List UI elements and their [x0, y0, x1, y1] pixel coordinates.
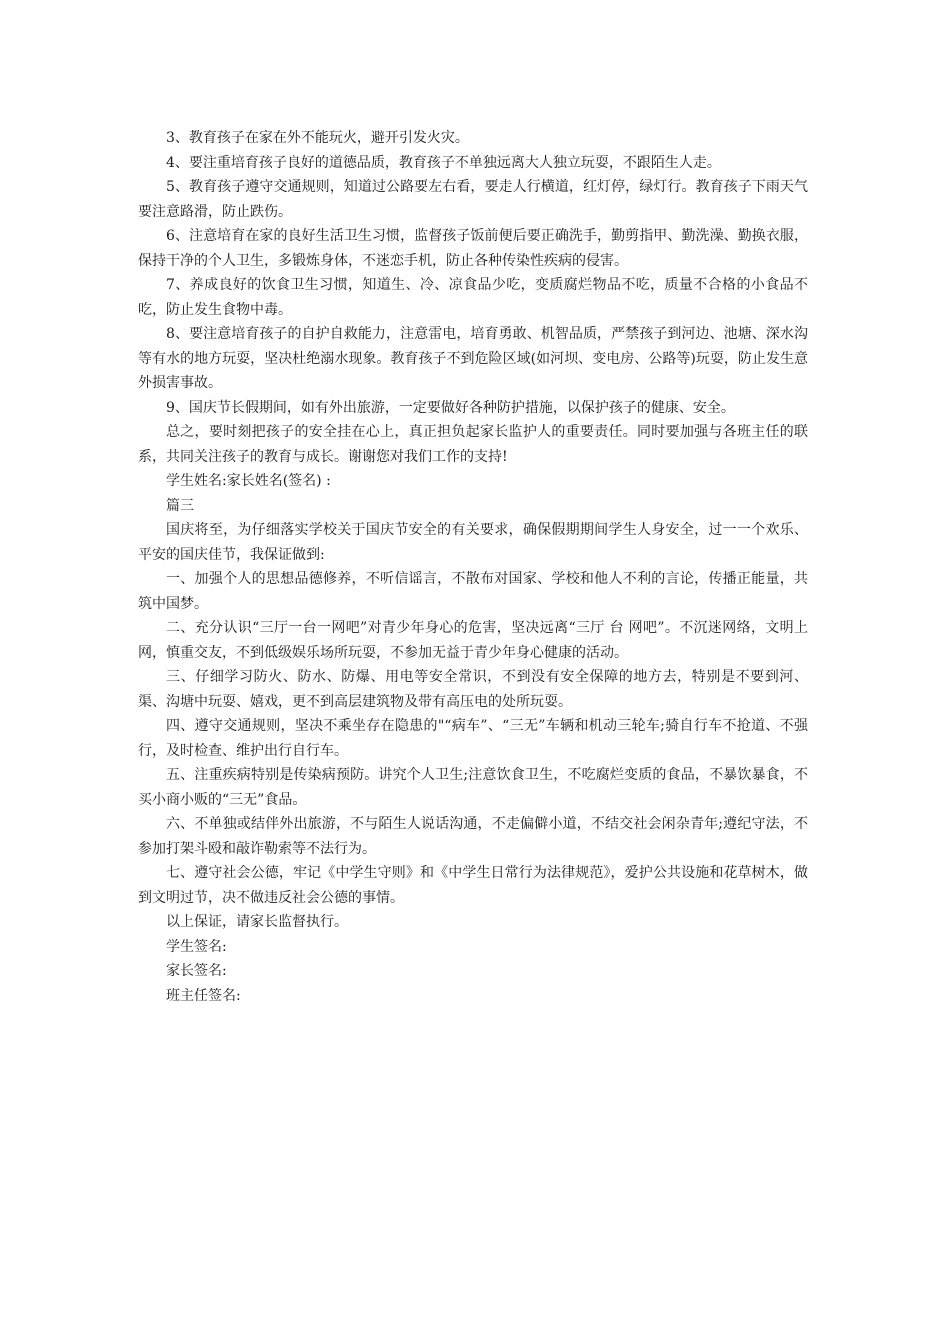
signature-line-names: 学生姓名:家长姓名(签名) : [166, 473, 331, 489]
paragraph-item-7: 7、养成良好的饮食卫生习惯，知道生、冷、凉食品少吃，变质腐烂物品不吃，质量不合格的小食品不吃，防止发生食物中毒。 [138, 277, 808, 318]
paragraph-item-4: 4、要注重培育孩子良好的道德品质，教育孩子不单独远离大人独立玩耍，不跟陌生人走。 [166, 154, 721, 171]
paragraph-item-5: 5、教育孩子遵守交通规则，知道过公路要左右看，要走人行横道，红灯停，绿灯行。教育孩子下雨天气要注意路滑，防止跌伤。 [138, 179, 808, 220]
pledge-item-6: 六、不单独或结伴外出旅游，不与陌生人说话沟通，不走偏僻小道，不结交社会闲杂青年;遵纪守法，不参加打架斗殴和敲诈勒索等不法行为。 [138, 816, 808, 857]
pledge-item-3: 三、仔细学习防火、防水、防爆、用电等安全常识，不到没有安全保障的地方去，特别是不要到河、渠、沟塘中玩耍、嬉戏，更不到高层建筑物及带有高压电的处所玩耍。 [138, 669, 808, 710]
paragraph-item-6: 6、注意培育在家的良好生活卫生习惯，监督孩子饭前便后要正确洗手，勤剪指甲、勤洗澡、勤换衣服，保持干净的个人卫生，多锻炼身体，不迷恋手机，防止各种传染性疾病的侵害。 [138, 228, 808, 269]
document-page [138, 126, 808, 1008]
pledge-item-4: 四、遵守交通规则，坚决不乘坐存在隐患的"“病车”、“三无”车辆和机动三轮车;骑自行车不抢道、不强行，及时检查、维护出行自行车。 [138, 718, 808, 759]
teacher-signature: 班主任签名: [166, 987, 241, 1004]
pledge-item-2: 二、充分认识“三厅一台一网吧”对青少年身心的危害，坚决远离“三厅 台 网吧”。不沉迷网络，文明上网，慎重交友，不到低级娱乐场所玩耍，不参加无益于青少年身心健康的活动。 [138, 620, 808, 661]
paragraph-intro: 国庆将至，为仔细落实学校关于国庆节安全的有关要求，确保假期期间学生人身安全，过一一个欢乐、平安的国庆佳节，我保证做到: [138, 522, 808, 563]
paragraph-item-8: 8、要注意培育孩子的自护自救能力，注意雷电，培育勇敢、机智品质，严禁孩子到河边、池塘、深水沟等有水的地方玩耍，坚决杜绝溺水现象。教育孩子不到危险区域(如河坝、变电房、公路等)玩耍，防止发生意外损害事故。 [138, 326, 808, 391]
pledge-item-1: 一、加强个人的思想品德修养，不听信谣言，不散布对国家、学校和他人不利的言论，传播正能量，共筑中国梦。 [138, 571, 808, 612]
pledge-item-5: 五、注重疾病特别是传染病预防。讲究个人卫生;注意饮食卫生，不吃腐烂变质的食品，不暴饮暴食，不买小商小贩的“三无”食品。 [138, 767, 808, 808]
section-heading: 篇三 [166, 497, 194, 514]
paragraph-item-3: 3、教育孩子在家在外不能玩火，避开引发火灾。 [166, 130, 469, 146]
closing-note: 以上保证，请家长监督执行。 [166, 914, 348, 930]
pledge-item-7: 七、遵守社会公德，牢记《中学生守则》和《中学生日常行为法律规范》，爱护公共设施和花草树木，做到文明过节，决不做违反社会公德的事情。 [138, 865, 808, 906]
paragraph-item-9: 9、国庆节长假期间，如有外出旅游，一定要做好各种防护措施，以保护孩子的健康、安全。 [166, 399, 735, 416]
paragraph-summary: 总之，要时刻把孩子的安全挂在心上，真正担负起家长监护人的重要责任。同时要加强与各班主任的联系，共同关注孩子的教育与成长。谢谢您对我们工作的支持! [138, 424, 808, 465]
student-signature: 学生签名: [166, 938, 227, 955]
parent-signature: 家长签名: [166, 963, 227, 979]
